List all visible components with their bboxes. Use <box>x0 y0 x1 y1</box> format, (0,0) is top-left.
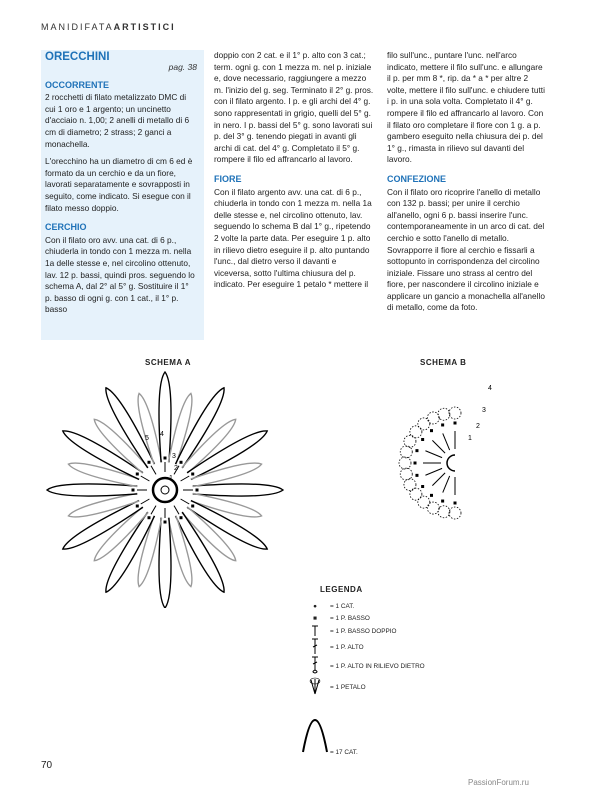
legend-item-arch <box>300 698 530 756</box>
schema-b-single-crochet <box>454 502 457 505</box>
confezione-text: Con il filato oro ricoprire l'anello di metallo con 132 p. bassi; per unire il cerchio all'anello, ogni 6 p. bassi inserire l'unc. contemporaneamente in un arco di cat. del cerchio e sotto l'anello di metallo. Sovrapporre il fiore al cerchio e fissarli a sottopunto in corrispondenza del circolino iniziale. Fissare uno strass al centro del fiore, per nascondere il circolino iniziale e applicare un gancio a monachella all'anello di metallo, come da foto. <box>387 186 545 313</box>
schema-a-single-crochet <box>148 461 151 464</box>
schema-a-petal-arc <box>187 431 267 480</box>
occorrente-heading: OCCORRENTE <box>45 79 110 90</box>
legend-item-treble-back <box>300 656 530 676</box>
schema-a-petal-arc <box>168 516 192 587</box>
legend-label: = 1 P. ALTO <box>330 643 364 651</box>
schema-a-petal-arc <box>138 393 162 464</box>
schema-a-petal-arc <box>159 518 171 608</box>
schema-a-stitch <box>181 499 190 504</box>
schema-a-title: SCHEMA A <box>145 358 192 367</box>
schema-a-label-2: 2 <box>174 465 178 472</box>
schema-b-stitch <box>425 468 442 475</box>
schema-a-petal-arc <box>159 372 171 462</box>
schema-b-chain-loop <box>449 407 461 419</box>
article-title: ORECCHINI <box>45 51 110 63</box>
schema-a-single-crochet <box>191 505 194 508</box>
magazine-header <box>41 22 176 32</box>
schema-b-stitch <box>443 433 450 450</box>
schema-a-petal-arc <box>63 500 143 549</box>
schema-a-petal-arc <box>47 484 137 496</box>
schema-a-stitch <box>151 506 156 515</box>
legend-label: = 1 PETALO <box>330 683 366 691</box>
watermark: PassionForum.ru <box>468 778 529 787</box>
schema-a-single-crochet <box>132 489 135 492</box>
schema-b-single-crochet <box>415 449 418 452</box>
schema-a-single-crochet <box>180 461 183 464</box>
schema-b-stitch <box>432 473 445 486</box>
schema-a-single-crochet <box>136 473 139 476</box>
page-number: 70 <box>41 760 53 771</box>
schema-b-stitch <box>432 440 445 453</box>
schema-a-single-crochet <box>164 457 167 460</box>
schema-b-chain-loop <box>400 446 412 458</box>
schema-a-petal-arc <box>63 431 143 480</box>
schema-b-stitch <box>443 476 450 493</box>
schema-a-stitch <box>181 476 190 481</box>
header-prefix: MANIDIFATA <box>41 22 114 32</box>
article-title-row <box>45 51 197 72</box>
fiore-heading: FIORE <box>214 173 242 184</box>
schema-b-chain-loop <box>410 426 422 438</box>
schema-a-label-5: 5 <box>145 435 149 442</box>
schema-b-diagram <box>370 368 510 568</box>
page-reference: pag. 38 <box>168 62 197 72</box>
schema-b-single-crochet <box>414 462 417 465</box>
schema-b-stitches <box>399 407 461 519</box>
schema-b-label-1: 1 <box>468 435 472 442</box>
cerchio-text: Con il filato oro avv. una cat. di 6 p., chiuderla in tondo con 1 mezza m. nella 1a delle stesse e, nel circolino ottenuto, lav. 12 p. bassi, quindi pros. seguendo lo schema A, dal 2° al 5° g. Sostituire il 1° p. basso di ogni g. con 1 cat., il 1° p. basso <box>45 234 195 315</box>
cerchio-heading: CERCHIO <box>45 222 87 233</box>
legend-title: LEGENDA <box>320 585 363 594</box>
column-3 <box>387 50 545 320</box>
schema-a-label-4: 4 <box>160 431 164 438</box>
schema-a-petal-arc <box>187 500 267 549</box>
legend-item-chain <box>300 600 530 612</box>
legend-label: = 1 CAT. <box>330 602 355 610</box>
schema-b-single-crochet <box>421 485 424 488</box>
schema-a-single-crochet <box>148 516 151 519</box>
legend <box>300 600 530 756</box>
schema-a-stitch <box>151 466 156 475</box>
schema-b-stitch <box>425 451 442 458</box>
treble-back-icon <box>300 656 330 676</box>
schema-b-single-crochet <box>454 422 457 425</box>
schema-b-chain-loop <box>449 507 461 519</box>
schema-b-single-crochet <box>441 423 444 426</box>
legend-label: = 1 P. ALTO IN RILIEVO DIETRO <box>330 662 425 670</box>
treble-icon <box>300 638 330 656</box>
legend-item-petal <box>300 676 530 698</box>
legend-item-single <box>300 612 530 624</box>
fiore-text: Con il filato argento avv. una cat. di 6 p., chiuderla in tondo con 1 mezza m. nella 1a delle stesse e, nel circolino ottenuto, lav. seguendo lo schema B dal 1° g., ripetendo 2 volte la parte data. Per eseguire 1 p. alto in rilievo dietro eseguire il p. alto puntando l'unc., dal dietro verso il davanti e viceversa, sotto l'ultima chiusura del p. indicato. Per eseguire 1 petalo * mettere il <box>214 186 372 290</box>
schema-a-label-1: 1 <box>169 475 173 482</box>
col2-text: doppio con 2 cat. e il 1° p. alto con 3 cat.; term. ogni g. con 1 mezza m. nel p. iniziale e, dove necessario, raggiungere a mezzo m. l'inizio del g. seg. Terminato il 2° g. pros. con il filato argento. I p. e gli archi del 4° g. sono rappresentati in grigio, quelli del 5° g. in nero. I p. bassi del 5° g. sono lavorati sui p. del 3° g. tenendo piegati in avanti gli archi di cat. del 4° g. Completato il 5° g. rompere il filo ed affrancarlo al lavoro. <box>214 50 374 165</box>
confezione-heading: CONFEZIONE <box>387 173 447 184</box>
schema-a-diagram <box>35 368 295 608</box>
schema-b-chain-loop <box>418 496 430 508</box>
schema-a-stitch <box>174 506 179 515</box>
schema-b-label-4: 4 <box>488 385 492 392</box>
intro-text: L'orecchino ha un diametro di cm 6 ed è formato da un cerchio e da un fiore, lavorati separatamente e sovrapposti in seguito, come indicato. Si esegue con il filato messo doppio. <box>45 156 193 213</box>
header-suffix: ARTISTICI <box>113 22 176 32</box>
schema-b-chain-loop <box>418 418 430 430</box>
column-2 <box>214 50 374 297</box>
legend-label: = 1 P. BASSO DOPPIO <box>330 627 397 635</box>
schema-a-petal-arc <box>175 512 224 592</box>
legend-item-double <box>300 624 530 638</box>
arch-icon <box>300 698 330 756</box>
schema-b-single-crochet <box>415 474 418 477</box>
schema-a-single-crochet <box>136 505 139 508</box>
schema-a-stitches <box>132 457 199 524</box>
schema-b-single-crochet <box>421 438 424 441</box>
schema-b-chain-loop <box>399 457 411 469</box>
schema-a-center-ring <box>153 478 177 502</box>
schema-b-title: SCHEMA B <box>420 358 467 367</box>
schema-a-petal-arc <box>175 388 224 468</box>
schema-a-single-crochet <box>164 521 167 524</box>
schema-a-petals <box>47 372 283 608</box>
schema-a-petal-arc <box>68 493 139 517</box>
schema-b-chain-loop <box>427 502 439 514</box>
schema-a-petal-arc <box>193 484 283 496</box>
schema-a-single-crochet <box>196 489 199 492</box>
legend-item-treble <box>300 638 530 656</box>
schema-b-chain-loop <box>410 488 422 500</box>
schema-a-petal-arc <box>106 512 155 592</box>
schema-b-single-crochet <box>430 494 433 497</box>
square-icon: ■ <box>313 614 317 622</box>
occorrente-text: 2 rocchetti di filato metalizzato DMC di cui 1 oro e 1 argento; un uncinetto d'acciaio n. 1,00; 2 anelli di metallo di 6 cm di diametro; 2 strass; 2 ganci a monachella. <box>45 92 190 149</box>
dot-icon: ● <box>313 602 317 610</box>
schema-a-single-crochet <box>180 516 183 519</box>
half-double-icon <box>300 624 330 638</box>
schema-a-inner-ring <box>161 486 169 494</box>
schema-b-label-3: 3 <box>482 407 486 414</box>
schema-b-center-ring <box>447 455 455 471</box>
legend-label: = 17 CAT. <box>330 749 358 756</box>
schema-b-label-2: 2 <box>476 423 480 430</box>
schema-a-petal-arc <box>106 388 155 468</box>
schema-a-single-crochet <box>191 473 194 476</box>
legend-label: = 1 P. BASSO <box>330 614 370 622</box>
column-1 <box>41 50 201 322</box>
col3-text: filo sull'unc., puntare l'unc. nell'arco indicato, mettere il filo sull'unc. e allungare il p. per mm 8 *, rip. da * a * per altre 2 volte, mettere il filo sull'unc. e chiudere tutti i p. in una sola volta. Completato il 4° g. rompere il filo ed affrancarlo al lavoro. Con il filato oro completare il fiore con 1 g. a p. gambero eseguito nella chiusura dei p. del 1° g., rimasta in rilievo sul davanti del lavoro. <box>387 50 545 165</box>
schema-b-single-crochet <box>441 500 444 503</box>
schema-a-label-3: 3 <box>172 453 176 460</box>
schema-a-petal-arc <box>191 463 262 487</box>
petal-icon <box>300 677 330 697</box>
schema-b-single-crochet <box>430 429 433 432</box>
schema-a-stitch <box>141 476 150 481</box>
schema-a-stitch <box>141 499 150 504</box>
